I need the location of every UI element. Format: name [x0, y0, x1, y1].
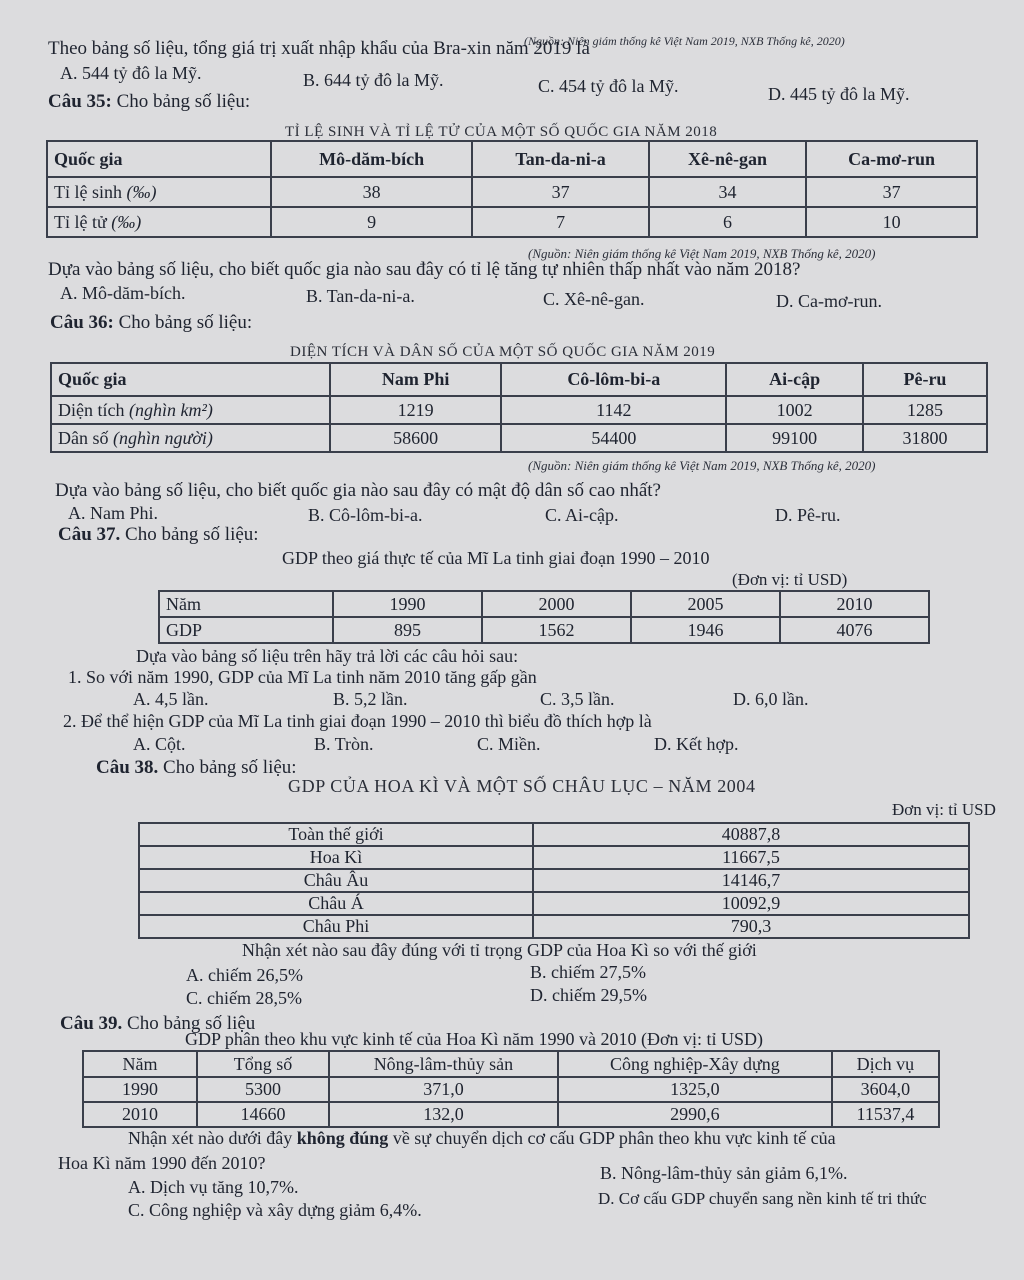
q39-option-b: B. Nông-lâm-thủy sản giảm 6,1%.: [600, 1163, 848, 1183]
q38-row-label: Châu Phi: [139, 915, 533, 938]
q37-sub1-option-d: D. 6,0 lần.: [733, 689, 809, 709]
q39-header-cell: Năm: [83, 1051, 197, 1077]
q35-row-label-text: Tỉ lệ sinh: [54, 181, 122, 202]
q39-header-cell: Dịch vụ: [832, 1051, 939, 1077]
q35-row-label-text: Tỉ lệ tử: [54, 211, 107, 232]
q37-sub1-question: 1. So với năm 1990, GDP của Mĩ La tinh năm 2010 tăng gấp gần: [68, 667, 537, 687]
q37-cell: 4076: [780, 617, 929, 643]
q35-cell: 37: [472, 177, 649, 207]
q36-header-cell: Pê-ru: [863, 363, 987, 396]
q35-header-cell: Tan-da-ni-a: [472, 141, 649, 177]
q39-cell: 11537,4: [832, 1102, 939, 1127]
q36-option-b: B. Cô-lôm-bi-a.: [308, 505, 423, 525]
q36-table-title: DIỆN TÍCH VÀ DÂN SỐ CỦA MỘT SỐ QUỐC GIA NĂM 2019: [290, 344, 716, 360]
q38-table: [138, 822, 970, 939]
q35-option-b: B. Tan-da-ni-a.: [306, 286, 415, 306]
q39-option-a: A. Dịch vụ tăng 10,7%.: [128, 1177, 299, 1197]
q36-cell: 1219: [330, 396, 501, 424]
q37-header-cell: Năm: [159, 591, 333, 617]
q36-question: Dựa vào bảng số liệu, cho biết quốc gia nào sau đây có mật độ dân số cao nhất?: [55, 480, 661, 501]
q37-table-title: GDP theo giá thực tế của Mĩ La tinh giai đoạn 1990 – 2010: [282, 548, 710, 568]
q36-row-label-text: Diện tích: [58, 399, 125, 420]
q35-table: [46, 140, 978, 238]
q38-label: Câu 38.: [96, 757, 159, 778]
q38-cell: 10092,9: [533, 892, 969, 915]
q36-header-cell: Cô-lôm-bi-a: [501, 363, 726, 396]
q37-header-cell: 2005: [631, 591, 780, 617]
q36-row-unit: (nghìn km²): [128, 399, 213, 420]
q36-header-cell: Ai-cập: [726, 363, 863, 396]
q36-row-label-text: Dân số: [58, 427, 109, 448]
q39-header-cell: Nông-lâm-thủy sản: [329, 1051, 558, 1077]
q39-table: [82, 1050, 940, 1128]
q38-option-c: C. chiếm 28,5%: [186, 988, 302, 1008]
q34-option-c: C. 454 tỷ đô la Mỹ.: [538, 76, 679, 96]
q37-intro: Cho bảng số liệu:: [125, 524, 259, 545]
q34-option-a: A. 544 tỷ đô la Mỹ.: [60, 63, 202, 83]
q36-option-a: A. Nam Phi.: [68, 503, 158, 523]
source-note-top: (Nguồn: Niên giám thống kê Việt Nam 2019, NXB Thống kê, 2020): [524, 34, 845, 48]
q38-cell: 14146,7: [533, 869, 969, 892]
q37-sub2-option-c: C. Miền.: [477, 734, 541, 754]
q37-header-cell: 2010: [780, 591, 929, 617]
q38-option-b: B. chiếm 27,5%: [530, 962, 646, 982]
q35-cell: 7: [472, 207, 649, 237]
q39-cell: 2990,6: [558, 1102, 832, 1127]
q35-option-c: C. Xê-nê-gan.: [543, 289, 645, 309]
q38-row-label: Hoa Kì: [139, 846, 533, 869]
q39-table-title: GDP phân theo khu vực kinh tế của Hoa Kì năm 1990 và 2010 (Đơn vị: tỉ USD): [185, 1029, 764, 1049]
q39-cell: 1990: [83, 1077, 197, 1102]
q39-option-d: D. Cơ cấu GDP chuyển sang nền kinh tế tri thức: [598, 1189, 927, 1208]
q36-header-cell: Quốc gia: [51, 363, 330, 396]
q34-option-d: D. 445 tỷ đô la Mỹ.: [768, 84, 910, 104]
q35-header-cell: Xê-nê-gan: [649, 141, 806, 177]
q39-cell: 5300: [197, 1077, 329, 1102]
q35-row-label: [47, 177, 271, 207]
q37-cell: 1562: [482, 617, 631, 643]
q38-question: Nhận xét nào sau đây đúng với tỉ trọng GDP của Hoa Kì so với thế giới: [242, 940, 757, 960]
q37-header-cell: 2000: [482, 591, 631, 617]
q39-option-c: C. Công nghiệp và xây dựng giảm 6,4%.: [128, 1200, 422, 1220]
q39-label: Câu 39.: [60, 1013, 123, 1034]
q36-cell: 1285: [863, 396, 987, 424]
q34-stem: Theo bảng số liệu, tổng giá trị xuất nhập khẩu của Bra-xin năm 2019 là: [48, 38, 590, 59]
q39-header-cell: Công nghiệp-Xây dựng: [558, 1051, 832, 1077]
q39-cell: 2010: [83, 1102, 197, 1127]
q39-question-pre: Nhận xét nào dưới đây: [128, 1128, 293, 1148]
q35-heading: [48, 91, 250, 113]
q36-option-c: C. Ai-cập.: [545, 505, 619, 525]
q38-row-label: Châu Âu: [139, 869, 533, 892]
q35-header-cell: Quốc gia: [47, 141, 271, 177]
q36-heading: [50, 312, 252, 334]
q36-intro: Cho bảng số liệu:: [118, 312, 253, 333]
q39-question-post: về sự chuyển dịch cơ cấu GDP phân theo khu vực kinh tế của: [392, 1128, 836, 1148]
q36-row-label: [51, 424, 330, 452]
q36-cell: 58600: [330, 424, 501, 452]
q36-source: (Nguồn: Niên giám thống kê Việt Nam 2019, NXB Thống kê, 2020): [528, 458, 876, 473]
q35-cell: 9: [271, 207, 472, 237]
q35-cell: 6: [649, 207, 806, 237]
q36-table: [50, 362, 988, 453]
q39-cell: 371,0: [329, 1077, 558, 1102]
q37-cell: 1946: [631, 617, 780, 643]
q39-question-emphasis: không đúng: [296, 1128, 389, 1148]
q35-intro: Cho bảng số liệu:: [116, 91, 251, 112]
q36-cell: 1142: [501, 396, 726, 424]
q35-cell: 10: [806, 207, 977, 237]
q37-row-label: GDP: [159, 617, 333, 643]
q38-heading: [96, 757, 297, 779]
q38-cell: 790,3: [533, 915, 969, 938]
q36-cell: 31800: [863, 424, 987, 452]
q38-option-a: A. chiếm 26,5%: [186, 965, 303, 985]
q37-table: [158, 590, 930, 644]
q37-unit: (Đơn vị: tỉ USD): [732, 570, 848, 589]
q39-cell: 14660: [197, 1102, 329, 1127]
q37-sub2-option-d: D. Kết hợp.: [654, 734, 739, 754]
q35-header-cell: Ca-mơ-run: [806, 141, 977, 177]
q35-question: Dựa vào bảng số liệu, cho biết quốc gia nào sau đây có tỉ lệ tăng tự nhiên thấp nhất vào năm 2018?: [48, 259, 801, 280]
q35-row-label: [47, 207, 271, 237]
q35-source: (Nguồn: Niên giám thống kê Việt Nam 2019, NXB Thống kê, 2020): [528, 246, 876, 261]
q38-table-title: GDP CỦA HOA KÌ VÀ MỘT SỐ CHÂU LỤC – NĂM 2004: [288, 776, 756, 796]
q36-option-d: D. Pê-ru.: [775, 505, 841, 525]
q35-option-d: D. Ca-mơ-run.: [776, 291, 882, 311]
q36-cell: 99100: [726, 424, 863, 452]
q35-label: Câu 35:: [48, 91, 112, 112]
q35-row-unit: (‰): [126, 181, 157, 202]
q35-cell: 37: [806, 177, 977, 207]
q36-header-cell: Nam Phi: [330, 363, 501, 396]
q36-label: Câu 36:: [50, 312, 114, 333]
q38-cell: 11667,5: [533, 846, 969, 869]
q37-sub1-option-a: A. 4,5 lần.: [133, 689, 209, 709]
q36-cell: 54400: [501, 424, 726, 452]
q37-sub2-option-b: B. Tròn.: [314, 734, 374, 754]
q35-row-unit: (‰): [111, 211, 142, 232]
q35-option-a: A. Mô-dăm-bích.: [60, 283, 186, 303]
q37-instruction: Dựa vào bảng số liệu trên hãy trả lời các câu hỏi sau:: [136, 646, 519, 666]
q39-intro: Cho bảng số liệu: [127, 1013, 256, 1034]
q37-sub1-option-b: B. 5,2 lần.: [333, 689, 408, 709]
q39-cell: 1325,0: [558, 1077, 832, 1102]
q37-label: Câu 37.: [58, 524, 121, 545]
q38-intro: Cho bảng số liệu:: [163, 757, 297, 778]
q37-heading: [58, 524, 259, 546]
q38-row-label: Toàn thế giới: [139, 823, 533, 846]
q36-row-label: [51, 396, 330, 424]
q34-option-b: B. 644 tỷ đô la Mỹ.: [303, 70, 444, 90]
q38-unit: Đơn vị: tỉ USD: [892, 800, 996, 819]
q35-header-cell: Mô-dăm-bích: [271, 141, 472, 177]
q39-header-cell: Tổng số: [197, 1051, 329, 1077]
q38-cell: 40887,8: [533, 823, 969, 846]
q36-cell: 1002: [726, 396, 863, 424]
q37-sub1-option-c: C. 3,5 lần.: [540, 689, 615, 709]
q39-cell: 132,0: [329, 1102, 558, 1127]
q38-row-label: Châu Á: [139, 892, 533, 915]
q37-sub2-option-a: A. Cột.: [133, 734, 186, 754]
q39-cell: 3604,0: [832, 1077, 939, 1102]
q35-cell: 38: [271, 177, 472, 207]
q39-question: [128, 1128, 836, 1149]
q37-sub2-question: 2. Để thể hiện GDP của Mĩ La tinh giai đoạn 1990 – 2010 thì biểu đồ thích hợp là: [63, 711, 652, 731]
q35-table-title: TỈ LỆ SINH VÀ TỈ LỆ TỬ CỦA MỘT SỐ QUỐC GIA NĂM 2018: [285, 124, 718, 140]
q36-row-unit: (nghìn người): [113, 427, 213, 448]
q37-header-cell: 1990: [333, 591, 482, 617]
q37-cell: 895: [333, 617, 482, 643]
q39-question-line2: Hoa Kì năm 1990 đến 2010?: [58, 1153, 266, 1173]
q35-cell: 34: [649, 177, 806, 207]
q38-option-d: D. chiếm 29,5%: [530, 985, 647, 1005]
